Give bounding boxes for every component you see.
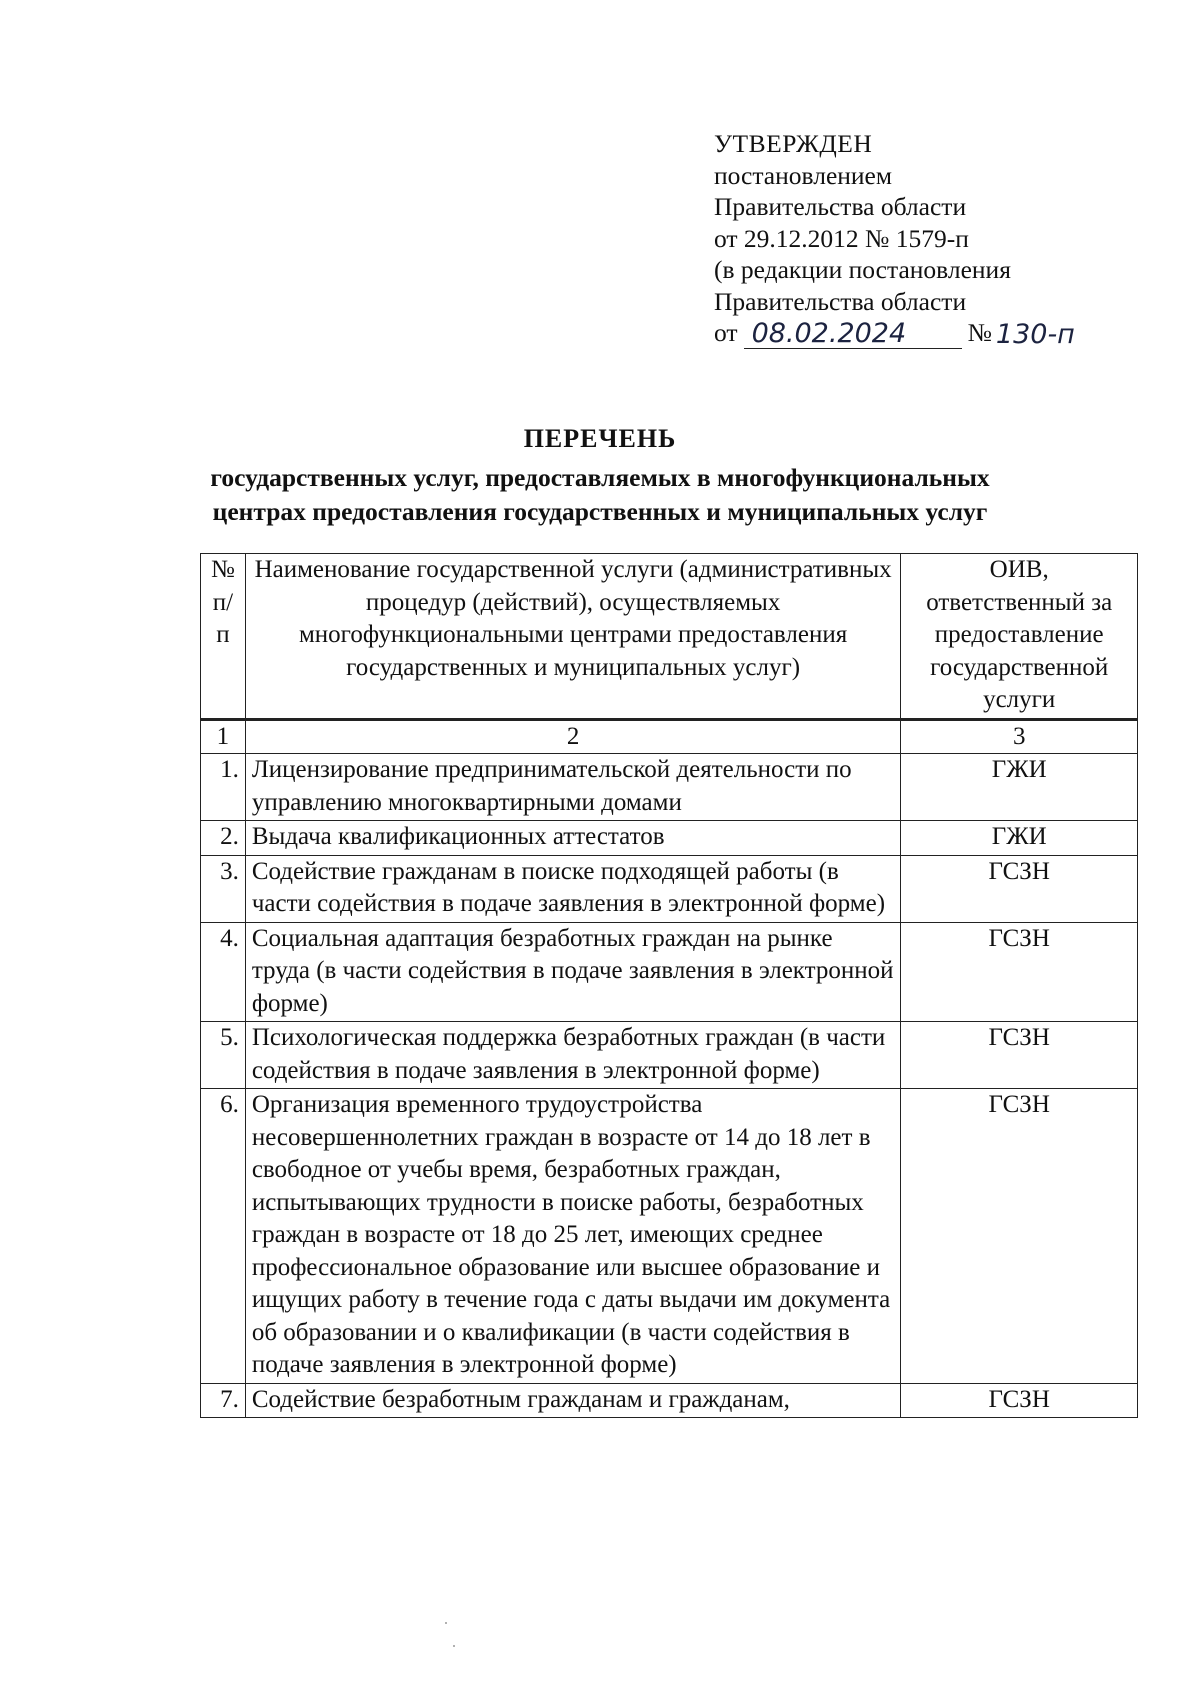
row-service-name: Организация временного трудоустройства несовершеннолетних граждан в возрасте от 14 до 18 лет в свободное от учебы время, безработных граждан, испытывающих трудности в поиске работы, безработных граждан в возрасте от 18 до 25 лет, имеющих среднее профессиональное образование или высшее образование и ищущих работу в течение года с даты выдачи им документа об образовании и о квалификации (в части содействия в подаче заявления в электронной форме) bbox=[245, 1089, 901, 1384]
header-service-name: Наименование государственной услуги (административных процедур (действий), осуществляемых многофункциональными центрами предоставления государственных и муниципальных услуг) bbox=[245, 554, 901, 720]
row-service-name: Социальная адаптация безработных граждан на рынке труда (в части содействия в подаче заявления в электронной форме) bbox=[245, 922, 901, 1022]
row-number: 3. bbox=[201, 855, 246, 922]
document-subtitle-line-1: государственных услуг, предоставляемых в многофункциональных bbox=[210, 463, 990, 492]
document-subtitle-line-2: центрах предоставления государственных и муниципальных услуг bbox=[212, 497, 988, 526]
approval-line-4: (в редакции постановления bbox=[714, 255, 1011, 284]
approval-line-3: от 29.12.2012 № 1579-п bbox=[714, 223, 969, 253]
table-row bbox=[201, 855, 1138, 922]
table-header-row bbox=[201, 554, 1138, 720]
row-responsible-body: ГСЗН bbox=[901, 1022, 1138, 1089]
row-responsible-body: ГЖИ bbox=[901, 821, 1138, 856]
row-number: 5. bbox=[201, 1022, 246, 1089]
row-service-name: Выдача квалификационных аттестатов bbox=[245, 821, 901, 856]
table-row bbox=[201, 1383, 1138, 1418]
column-index-3: 3 bbox=[901, 719, 1138, 754]
handwritten-date-field bbox=[744, 318, 962, 349]
scan-speck bbox=[445, 1622, 447, 1624]
table-row bbox=[201, 754, 1138, 821]
table-row bbox=[201, 1022, 1138, 1089]
approval-line-1: постановлением bbox=[714, 160, 893, 190]
row-responsible-body: ГСЗН bbox=[901, 1383, 1138, 1418]
row-service-name: Содействие гражданам в поиске подходящей работы (в части содействия в подаче заявления в электронной форме) bbox=[245, 855, 901, 922]
approval-line-5: Правительства области bbox=[714, 286, 967, 316]
approval-signature-row bbox=[714, 317, 1134, 349]
row-service-name: Содействие безработным гражданам и гражданам, bbox=[245, 1383, 901, 1418]
from-label: от bbox=[714, 318, 738, 347]
row-responsible-body: ГСЗН bbox=[901, 855, 1138, 922]
handwritten-number: 130-п bbox=[995, 318, 1075, 350]
handwritten-number-field bbox=[996, 319, 1096, 349]
column-index-2: 2 bbox=[245, 719, 901, 754]
table-row bbox=[201, 922, 1138, 1022]
header-number: № п/п bbox=[201, 554, 246, 720]
approval-line-2: Правительства области bbox=[714, 192, 967, 221]
approval-stamp bbox=[714, 128, 1134, 349]
table-row bbox=[201, 821, 1138, 856]
row-number: 1. bbox=[201, 754, 246, 821]
row-number: 6. bbox=[201, 1089, 246, 1384]
column-index-row bbox=[201, 719, 1138, 754]
scan-speck bbox=[453, 1645, 455, 1647]
row-service-name: Психологическая поддержка безработных граждан (в части содействия в подаче заявления в электронной форме) bbox=[245, 1022, 901, 1089]
row-number: 2. bbox=[201, 821, 246, 856]
approval-title: УТВЕРЖДЕН bbox=[714, 129, 873, 158]
header-responsible-body: ОИВ, ответственный за предоставление государственной услуги bbox=[901, 554, 1138, 720]
document-subtitle bbox=[0, 461, 1200, 529]
services-table bbox=[200, 553, 1138, 1418]
row-responsible-body: ГСЗН bbox=[901, 1089, 1138, 1384]
document-title: ПЕРЕЧЕНЬ bbox=[523, 424, 677, 453]
row-number: 7. bbox=[201, 1383, 246, 1418]
table-row bbox=[201, 1089, 1138, 1384]
handwritten-date: 08.02.2024 bbox=[751, 317, 907, 349]
row-responsible-body: ГСЗН bbox=[901, 922, 1138, 1022]
row-number: 4. bbox=[201, 922, 246, 1022]
row-service-name: Лицензирование предпринимательской деятельности по управлению многоквартирными домами bbox=[245, 754, 901, 821]
number-label: № bbox=[967, 318, 992, 347]
column-index-1: 1 bbox=[201, 719, 246, 754]
row-responsible-body: ГЖИ bbox=[901, 754, 1138, 821]
